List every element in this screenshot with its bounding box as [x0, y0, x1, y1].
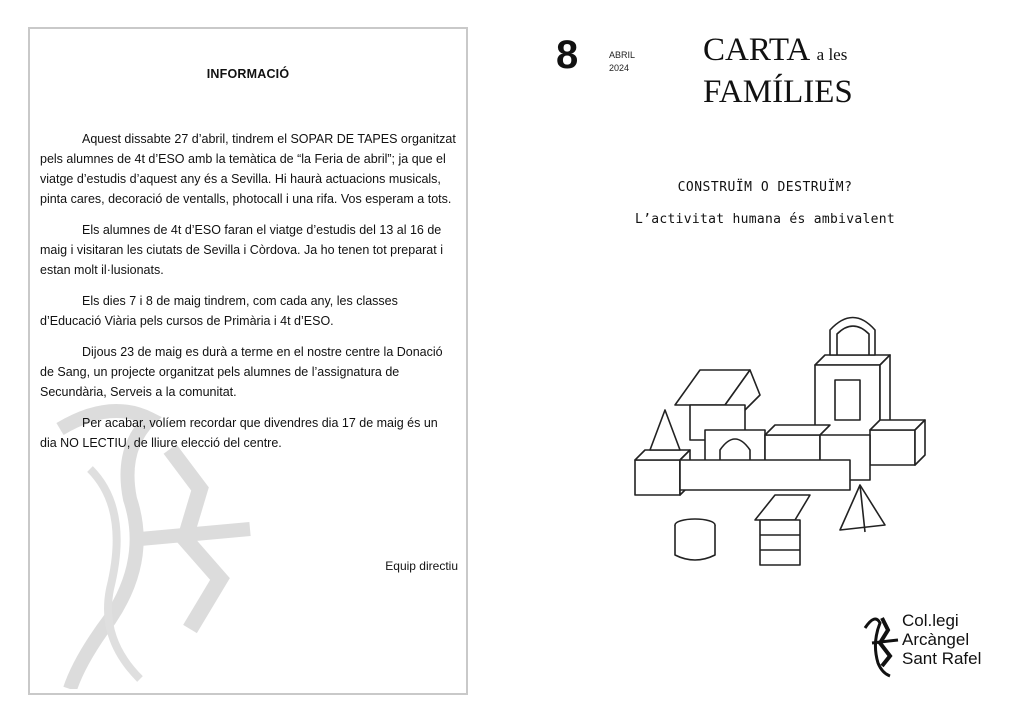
- issue-year: 2024: [609, 63, 630, 73]
- information-panel: [28, 27, 468, 695]
- info-title: INFORMACIÓ: [206, 67, 290, 81]
- masthead-families: FAMÍLIES: [703, 74, 853, 110]
- building-blocks-illustration: [625, 300, 935, 570]
- cover-subtitle: CONSTRUÏM O DESTRUÏM?: [677, 180, 853, 195]
- cover-tagline: L’activitat humana és ambivalent: [634, 212, 896, 227]
- masthead-carta: CARTA: [703, 32, 809, 68]
- school-name-line3: Sant Rafel: [902, 649, 982, 668]
- info-body: [40, 129, 456, 464]
- cover-panel: [520, 0, 1024, 724]
- paragraph-viatge: Els alumnes de 4t d’ESO faran el viatge d’estudis del 13 al 16 de maig i visitaran les ciutats de Sevilla i Còrdova. Ja ho tenen tot preparat i estan molt il·lusionats.: [40, 223, 443, 277]
- masthead-line1: [703, 30, 847, 75]
- issue-number: 8: [556, 33, 579, 77]
- masthead-a-les: a les: [816, 45, 848, 64]
- paragraph-educacio-viaria: Els dies 7 i 8 de maig tindrem, com cada any, les classes d’Educació Viària pels cursos de Primària i 4t d’ESO.: [40, 294, 398, 328]
- signature: Equip directiu: [385, 559, 458, 573]
- paragraph-sopar: Aquest dissabte 27 d’abril, tindrem el SOPAR DE TAPES organitzat pels alumnes de 4t d’ESO amb la temàtica de “la Feria de abril”; ja que el viatge d’estudis d’aquest any és a Sevilla. Hi haurà actuacions musicals, pinta cares, decoració de ventalls, photocall i una rifa. Vos esperam a tots.: [40, 132, 456, 206]
- school-name-line2: Arcàngel: [902, 630, 970, 649]
- school-name: [902, 611, 981, 668]
- paragraph-no-lectiu: Per acabar, volíem recordar que divendres dia 17 de maig és un dia NO LECTIU, de lliure elecció del centre.: [40, 416, 438, 450]
- issue-month: ABRIL: [609, 50, 636, 60]
- school-name-line1: Col.legi: [902, 611, 959, 630]
- paragraph-donacio-sang: Dijous 23 de maig es durà a terme en el nostre centre la Donació de Sang, un projecte organitzat pels alumnes de l’assignatura de Secundària, Serveis a la comunitat.: [40, 345, 443, 399]
